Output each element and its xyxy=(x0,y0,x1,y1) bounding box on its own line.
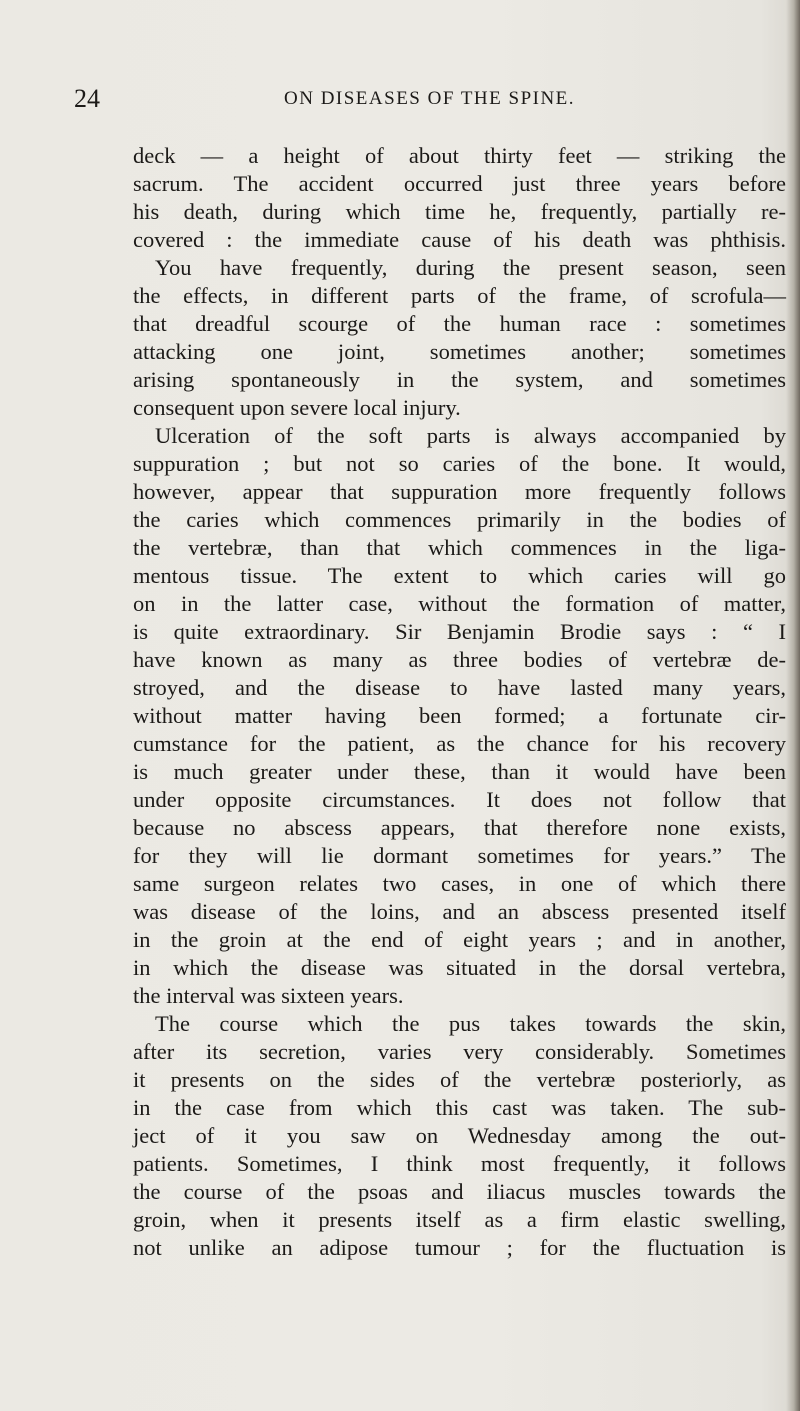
text-line: because no abscess appears, that therefore none exists, xyxy=(133,815,786,840)
text-line: after its secretion, varies very considerably. Sometimes xyxy=(133,1039,786,1064)
running-title: ON DISEASES OF THE SPINE. xyxy=(284,88,576,109)
text-line: sacrum. The accident occurred just three years before xyxy=(133,171,786,196)
text-line: The course which the pus takes towards the skin, xyxy=(155,1011,786,1036)
text-line: in the case from which this cast was taken. The sub- xyxy=(133,1095,786,1120)
text-line: not unlike an adipose tumour ; for the fluctuation is xyxy=(133,1235,786,1260)
text-line: the effects, in different parts of the frame, of scrofula— xyxy=(133,283,786,308)
page-number: 24 xyxy=(74,84,100,113)
text-line: deck — a height of about thirty feet — striking the xyxy=(133,143,786,168)
text-line: in the groin at the end of eight years ; and in another, xyxy=(133,927,786,952)
text-line: however, appear that suppuration more frequently follows xyxy=(133,479,786,504)
text-line: in which the disease was situated in the dorsal vertebra, xyxy=(133,955,786,980)
text-line: under opposite circumstances. It does not follow that xyxy=(133,787,786,812)
text-line: it presents on the sides of the vertebræ posteriorly, as xyxy=(133,1067,786,1092)
body-text xyxy=(133,142,786,1262)
text-line: was disease of the loins, and an abscess presented itself xyxy=(133,899,786,924)
text-line: mentous tissue. The extent to which caries will go xyxy=(133,563,786,588)
text-line: that dreadful scourge of the human race : sometimes xyxy=(133,311,786,336)
text-line: for they will lie dormant sometimes for years.” The xyxy=(133,843,786,868)
text-line: patients. Sometimes, I think most frequently, it follows xyxy=(133,1151,786,1176)
text-line: suppuration ; but not so caries of the bone. It would, xyxy=(133,451,786,476)
running-head xyxy=(74,84,786,114)
text-line: his death, during which time he, frequently, partially re- xyxy=(133,199,786,224)
text-line: arising spontaneously in the system, and sometimes xyxy=(133,367,786,392)
text-line: ject of it you saw on Wednesday among the out- xyxy=(133,1123,786,1148)
text-line: cumstance for the patient, as the chance for his recovery xyxy=(133,731,786,756)
text-line: groin, when it presents itself as a firm elastic swelling, xyxy=(133,1207,786,1232)
page-edge-shadow xyxy=(786,0,800,1411)
text-line: the course of the psoas and iliacus muscles towards the xyxy=(133,1179,786,1204)
text-line: without matter having been formed; a fortunate cir- xyxy=(133,703,786,728)
text-line: Ulceration of the soft parts is always accompanied by xyxy=(155,423,786,448)
text-line: You have frequently, during the present season, seen xyxy=(155,255,786,280)
text-line: consequent upon severe local injury. xyxy=(133,395,461,420)
text-line: is quite extraordinary. Sir Benjamin Brodie says : “ I xyxy=(133,619,786,644)
text-line: stroyed, and the disease to have lasted many years, xyxy=(133,675,786,700)
text-line: the vertebræ, than that which commences in the liga- xyxy=(133,535,786,560)
text-line: attacking one joint, sometimes another; sometimes xyxy=(133,339,786,364)
text-line: is much greater under these, than it would have been xyxy=(133,759,786,784)
text-line: the caries which commences primarily in the bodies of xyxy=(133,507,786,532)
text-line: covered : the immediate cause of his death was phthisis. xyxy=(133,227,786,252)
text-line: on in the latter case, without the formation of matter, xyxy=(133,591,786,616)
text-line: have known as many as three bodies of vertebræ de- xyxy=(133,647,786,672)
text-line: same surgeon relates two cases, in one of which there xyxy=(133,871,786,896)
text-line: the interval was sixteen years. xyxy=(133,983,404,1008)
